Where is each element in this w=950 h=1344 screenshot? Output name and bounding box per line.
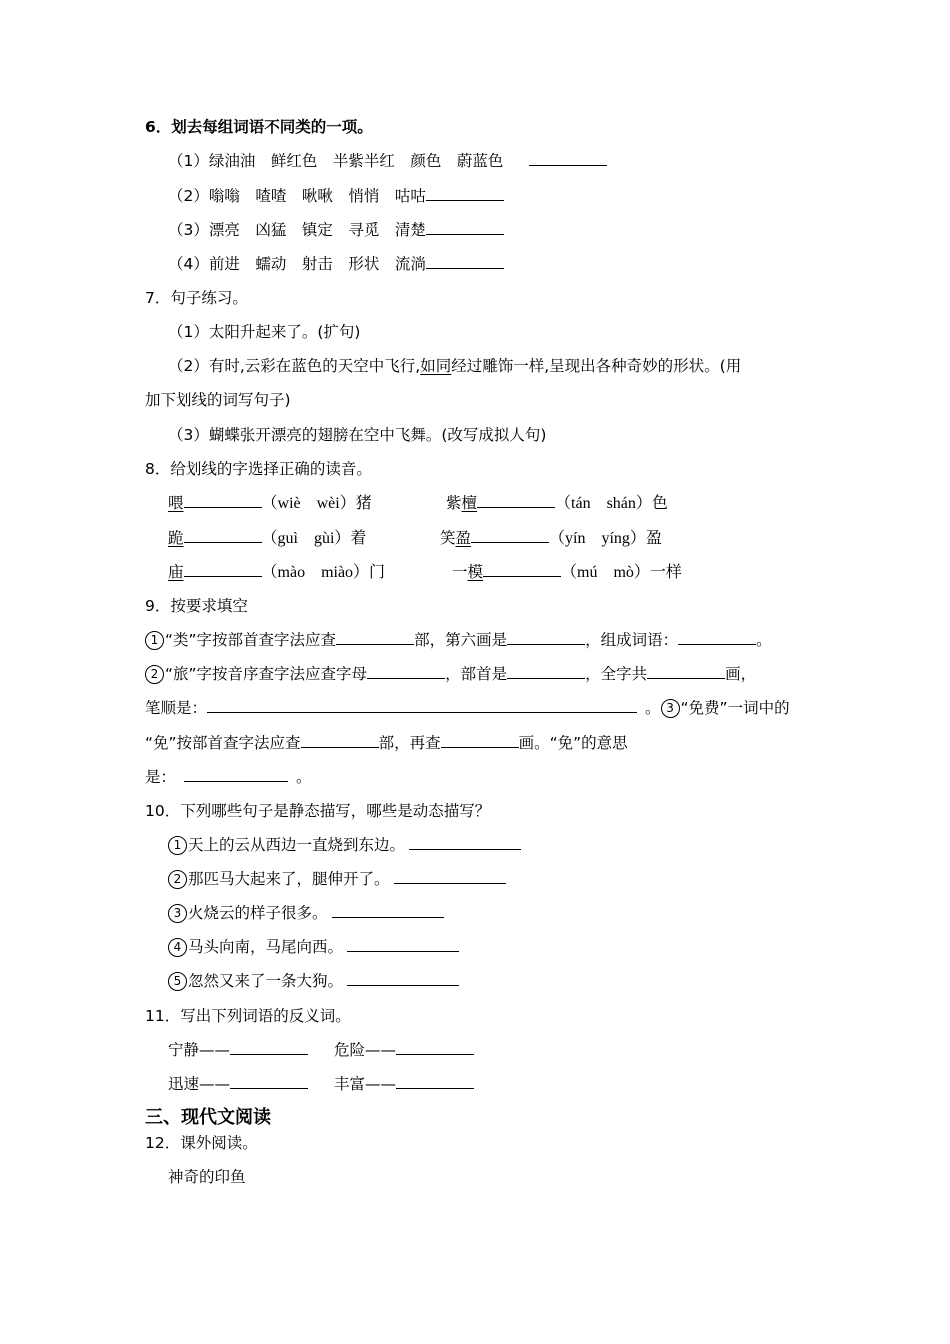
q7-sentence-2-cont: 加下划线的词写句子): [145, 391, 291, 409]
answer-blank[interactable]: [230, 1074, 308, 1089]
underlined-word: 如同: [420, 357, 452, 375]
q8-row-3-right: 一模 （mú mò）一样: [452, 563, 682, 581]
answer-blank[interactable]: [426, 186, 504, 201]
q12-title: 12．课外阅读。: [145, 1134, 258, 1152]
answer-blank[interactable]: [409, 835, 521, 850]
q8-row-2-right: 笑盈 （yín yíng）盈: [440, 529, 662, 547]
q7-sentence-3: （3）蝴蝶张开漂亮的翅膀在空中飞舞。(改写成拟人句): [168, 426, 547, 444]
q6-item-2: （2）嗡嗡 喳喳 啾啾 悄悄 咕咕: [168, 186, 504, 206]
q11-pair-4: 丰富——: [334, 1074, 474, 1094]
q8-row-3-left: 庙 （mào miào）门: [168, 563, 386, 581]
q10-item-1: 1 天上的云从西边一直烧到东边。: [168, 835, 521, 855]
section-heading: 三、现代文阅读: [145, 1107, 271, 1128]
answer-blank[interactable]: [441, 733, 519, 748]
q10-title: 10．下列哪些句子是静态描写，哪些是动态描写？: [145, 802, 491, 820]
q8-row-2-left: 跪 （guì gùi）着: [168, 529, 367, 547]
answer-blank[interactable]: [678, 630, 756, 645]
circled-number: 2: [145, 665, 164, 684]
q9-line-2: 2 “旅”字按音序查字法应查字母 ，部首是 ，全字共 画，: [145, 664, 756, 684]
q11-title: 11．写出下列词语的反义词。: [145, 1007, 351, 1025]
answer-blank[interactable]: [347, 971, 459, 986]
answer-blank[interactable]: [230, 1040, 308, 1055]
q10-item-5: 5 忽然又来了一条大狗。: [168, 971, 459, 991]
q8-title: 8．给划线的字选择正确的读音。: [145, 460, 372, 478]
answer-blank[interactable]: [184, 493, 262, 508]
answer-blank[interactable]: [426, 220, 504, 235]
answer-blank[interactable]: [347, 937, 459, 952]
answer-blank[interactable]: [184, 767, 288, 782]
answer-blank[interactable]: [207, 698, 637, 713]
q6-item-3: （3）漂亮 凶猛 镇定 寻觅 清楚: [168, 220, 504, 240]
answer-blank[interactable]: [529, 151, 607, 166]
q9-title: 9．按要求填空: [145, 597, 248, 615]
answer-blank[interactable]: [184, 562, 262, 577]
circled-number: 3: [661, 699, 680, 718]
answer-blank[interactable]: [507, 664, 585, 679]
answer-blank[interactable]: [332, 903, 444, 918]
q10-item-2: 2 那匹马大起来了，腿伸开了。: [168, 869, 506, 889]
answer-blank[interactable]: [367, 664, 445, 679]
answer-blank[interactable]: [477, 493, 555, 508]
q11-pair-3: 迅速——: [168, 1074, 308, 1094]
answer-blank[interactable]: [426, 254, 504, 269]
answer-blank[interactable]: [396, 1040, 474, 1055]
q10-item-4: 4 马头向南，马尾向西。: [168, 937, 459, 957]
q8-row-1-left: 喂 （wiè wèi）猪: [168, 494, 372, 512]
q9-line-3: 笔顺是： 。 3 “免费”一词中的: [145, 699, 790, 717]
answer-blank[interactable]: [396, 1074, 474, 1089]
q11-pair-2: 危险——: [334, 1040, 474, 1060]
answer-blank[interactable]: [301, 733, 379, 748]
q6-title: 6．划去每组词语不同类的一项。: [145, 118, 373, 136]
q7-title: 7．句子练习。: [145, 289, 248, 307]
q7-sentence-2: （2）有时,云彩在蓝色的天空中飞行,如同经过雕饰一样,呈现出各种奇妙的形状。(用: [168, 357, 742, 375]
q11-pair-1: 宁静——: [168, 1040, 308, 1060]
q6-item-1: （1）绿油油 鲜红色 半紫半红 颜色 蔚蓝色: [168, 151, 607, 171]
circled-number: 1: [145, 631, 164, 650]
q7-sentence-1: （1）太阳升起来了。(扩句): [168, 323, 361, 341]
q9-line-1: 1 “类”字按部首查字法应查 部，第六画是 ，组成词语： 。: [145, 630, 772, 650]
answer-blank[interactable]: [184, 528, 262, 543]
answer-blank[interactable]: [471, 528, 549, 543]
q6-item-4: （4）前进 蠕动 射击 形状 流淌: [168, 254, 504, 274]
answer-blank[interactable]: [336, 630, 414, 645]
q9-line-4: “免”按部首查字法应查 部，再查 画。“免”的意思: [145, 734, 628, 752]
q10-item-3: 3 火烧云的样子很多。: [168, 903, 444, 923]
answer-blank[interactable]: [394, 869, 506, 884]
answer-blank[interactable]: [507, 630, 585, 645]
answer-blank[interactable]: [483, 562, 561, 577]
passage-title: 神奇的印鱼: [168, 1168, 246, 1186]
q9-line-5: 是： 。: [145, 768, 312, 786]
q8-row-1-right: 紫檀 （tán shán）色: [446, 494, 668, 512]
answer-blank[interactable]: [647, 664, 725, 679]
